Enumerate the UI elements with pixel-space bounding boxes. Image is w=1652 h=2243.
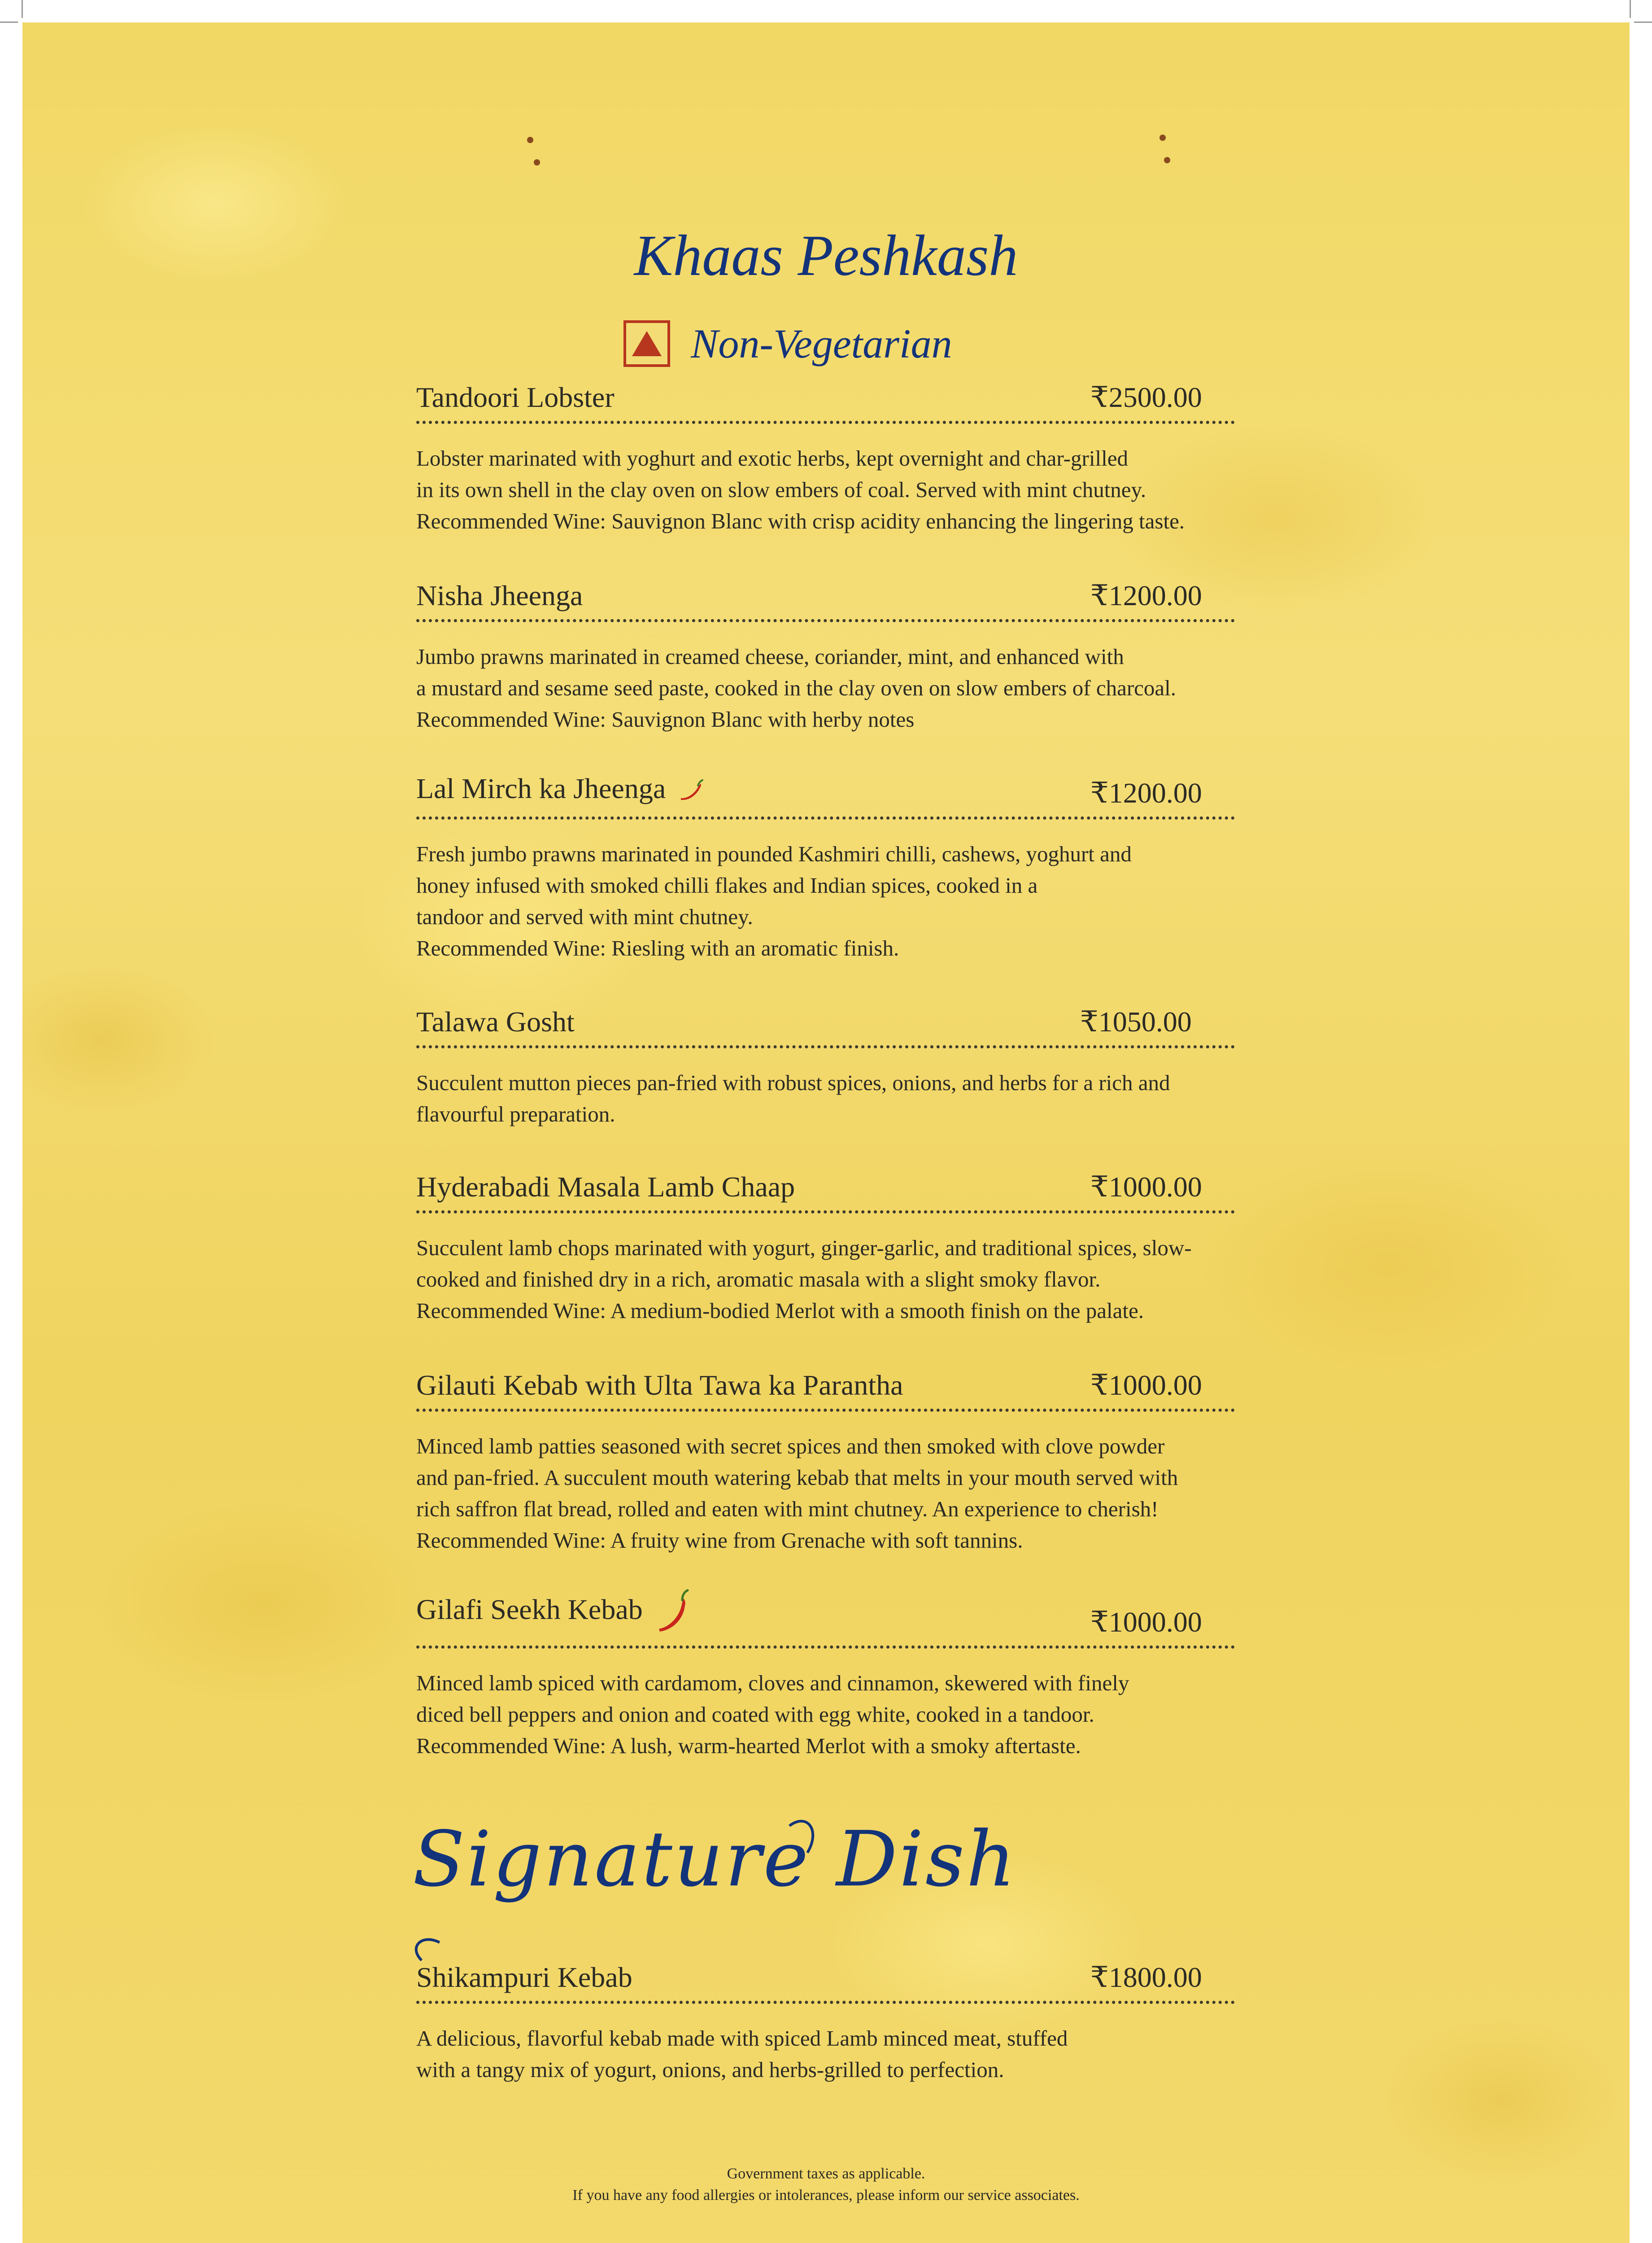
menu-item-price: ₹1200.00 (1090, 580, 1202, 611)
menu-item-description (416, 443, 1313, 537)
footer-line: If you have any food allergies or intolerances, please inform our service associates. (572, 2187, 1080, 2204)
menu-item-header (416, 1171, 1235, 1213)
menu-item-name-row (416, 1588, 690, 1636)
menu-item-name: Hyderabadi Masala Lamb Chaap (416, 1171, 795, 1203)
menu-item-price: ₹2500.00 (1090, 381, 1202, 413)
menu-item-header (416, 1593, 1235, 1649)
menu-item (416, 381, 1313, 537)
description-line: Recommended Wine: A medium-bodied Merlot with a smooth finish on the palate. (416, 1298, 1144, 1323)
chili-pepper-icon (654, 1588, 690, 1636)
description-line: Recommended Wine: A lush, warm-hearted Merlot with a smoky aftertaste. (416, 1733, 1081, 1758)
paper-fleck (534, 159, 540, 166)
menu-item-description (416, 1667, 1313, 1762)
footer-note (0, 2163, 1652, 2206)
non-veg-mark-icon (623, 320, 670, 367)
menu-item-description (416, 838, 1313, 964)
category-header (623, 318, 952, 369)
crop-mark (22, 0, 23, 18)
description-line: Recommended Wine: Sauvignon Blanc with crisp acidity enhancing the lingering taste. (416, 509, 1185, 533)
menu-item (416, 772, 1313, 964)
description-line: and pan-fried. A succulent mouth watering kebab that melts in your mouth served with (416, 1465, 1178, 1490)
description-line: Fresh jumbo prawns marinated in pounded Kashmiri chilli, cashews, yoghurt and (416, 842, 1132, 866)
menu-item-price: ₹1200.00 (1090, 777, 1202, 809)
menu-item-price: ₹1000.00 (1090, 1369, 1202, 1401)
crop-mark (0, 22, 18, 23)
description-line: Minced lamb patties seasoned with secret spices and then smoked with clove powder (416, 1434, 1165, 1458)
page-title: Khaas Peshkash (634, 223, 1018, 288)
signature-heading: Signature Dish (413, 1815, 1017, 1904)
description-line: flavourful preparation. (416, 1102, 615, 1126)
paper-fleck (1164, 157, 1170, 163)
signature-menu-item (416, 1961, 1313, 2086)
menu-item-price: ₹1000.00 (1090, 1606, 1202, 1638)
menu-item-name: Nisha Jheenga (416, 580, 583, 611)
crop-mark (1630, 0, 1631, 18)
description-line: Succulent mutton pieces pan-fried with robust spices, onions, and herbs for a rich and (416, 1070, 1170, 1095)
menu-item-header (416, 580, 1235, 622)
menu-item-price: ₹1050.00 (1080, 1006, 1192, 1038)
menu-item-name-row (416, 774, 704, 807)
menu-item (416, 1593, 1313, 1762)
description-line: in its own shell in the clay oven on slow embers of coal. Served with mint chutney. (416, 477, 1146, 502)
menu-item-price: ₹1800.00 (1090, 1961, 1202, 1993)
description-line: Lobster marinated with yoghurt and exotic herbs, kept overnight and char-grilled (416, 446, 1128, 471)
description-line: rich saffron flat bread, rolled and eaten with mint chutney. An experience to cherish! (416, 1497, 1159, 1521)
menu-item-name: Talawa Gosht (416, 1006, 575, 1038)
description-line: tandoor and served with mint chutney. (416, 904, 753, 929)
menu-item-name: Gilafi Seekh Kebab (416, 1593, 643, 1626)
description-line: Minced lamb spiced with cardamom, cloves and cinnamon, skewered with finely (416, 1671, 1129, 1695)
description-line: diced bell peppers and onion and coated with egg white, cooked in a tandoor. (416, 1702, 1094, 1727)
paper-fleck (1159, 135, 1166, 141)
menu-item-description (416, 1431, 1313, 1556)
menu-item-name: Gilauti Kebab with Ulta Tawa ka Parantha (416, 1369, 903, 1401)
menu-item-name: Lal Mirch ka Jheenga (416, 772, 666, 805)
category-label: Non-Vegetarian (691, 320, 952, 367)
menu-item-price: ₹1000.00 (1090, 1171, 1202, 1203)
description-line: Recommended Wine: A fruity wine from Grenache with soft tannins. (416, 1528, 1023, 1553)
menu-item-description (416, 2023, 1313, 2086)
menu-item-header (416, 1006, 1235, 1048)
description-line: honey infused with smoked chilli flakes and Indian spices, cooked in a (416, 873, 1038, 898)
menu-item-description (416, 1067, 1313, 1130)
description-line: A delicious, flavorful kebab made with spiced Lamb minced meat, stuffed (416, 2026, 1068, 2051)
description-line: Succulent lamb chops marinated with yogurt, ginger-garlic, and traditional spices, slow- (416, 1235, 1192, 1260)
menu-item-description (416, 641, 1313, 735)
description-line: cooked and finished dry in a rich, aromatic masala with a slight smoky flavor. (416, 1267, 1101, 1292)
crop-mark (1634, 22, 1652, 23)
menu-item-description (416, 1232, 1313, 1327)
description-line: with a tangy mix of yogurt, onions, and herbs-grilled to perfection. (416, 2057, 1004, 2082)
menu-item-header (416, 1369, 1235, 1412)
menu-item (416, 1369, 1313, 1556)
menu-item (416, 580, 1313, 735)
footer-line: Government taxes as applicable. (727, 2165, 925, 2182)
description-line: Recommended Wine: Sauvignon Blanc with herby notes (416, 707, 915, 732)
description-line: a mustard and sesame seed paste, cooked in the clay oven on slow embers of charcoal. (416, 676, 1176, 700)
paper-fleck (527, 137, 533, 143)
menu-item-header (416, 381, 1235, 424)
description-line: Recommended Wine: Riesling with an aromatic finish. (416, 936, 899, 960)
menu-item (416, 1006, 1313, 1130)
menu-item-name: Tandoori Lobster (416, 381, 615, 413)
menu-item-header (416, 1961, 1235, 2004)
menu-item-header (416, 772, 1235, 820)
chili-pepper-icon (677, 776, 704, 807)
description-line: Jumbo prawns marinated in creamed cheese, coriander, mint, and enhanced with (416, 644, 1124, 669)
menu-item (416, 1171, 1313, 1327)
menu-item-name: Shikampuri Kebab (416, 1961, 632, 1993)
